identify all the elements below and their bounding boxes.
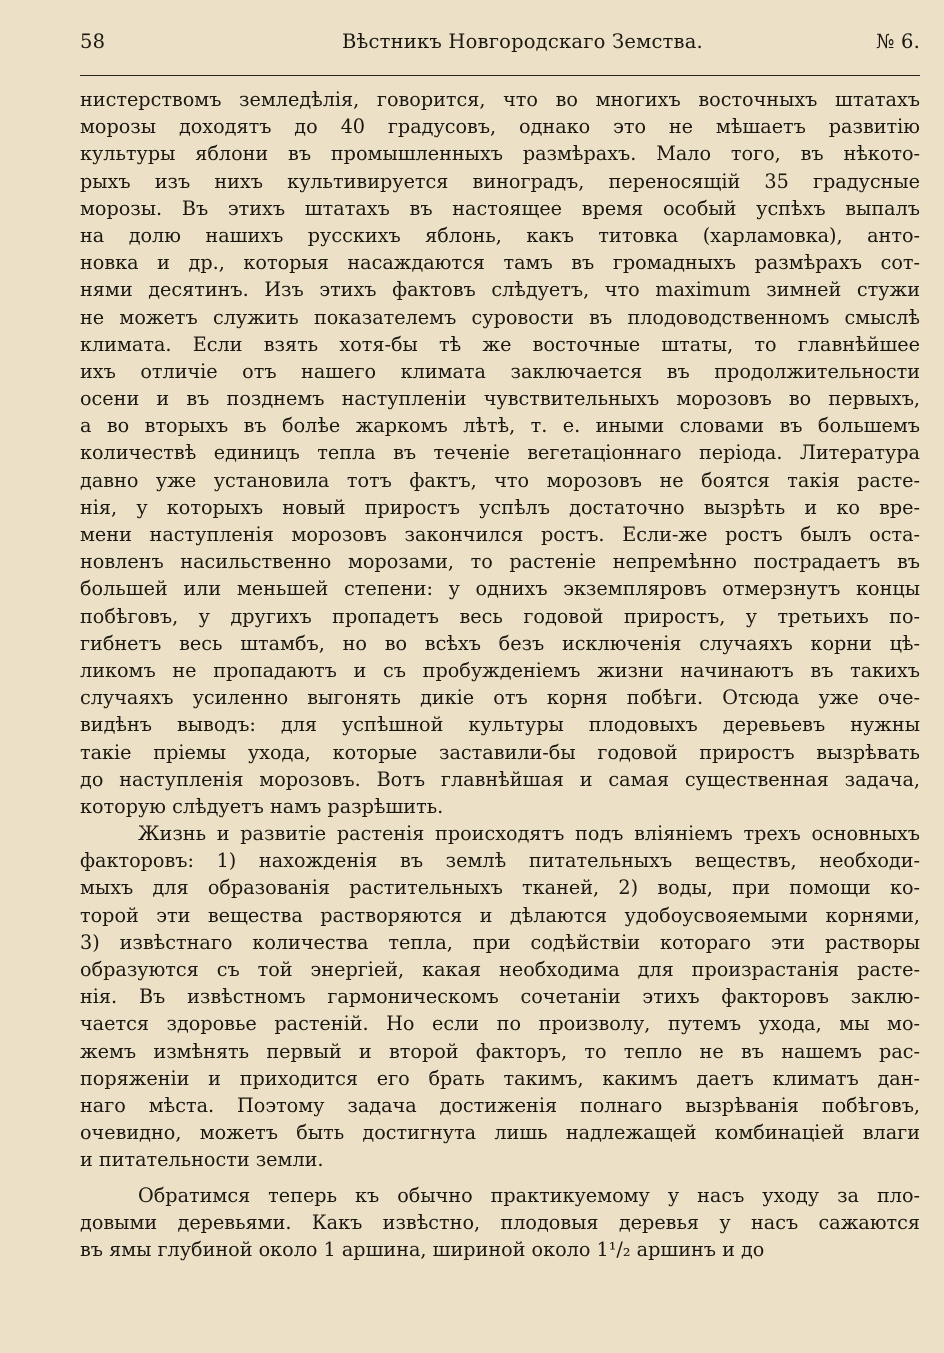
text-line: образуются съ той энергіей, какая необходима для произрастанія расте- [80, 958, 920, 981]
text-line: 3) извѣстнаго количества тепла, при содѣйствіи котораго эти растворы [80, 930, 920, 954]
text-line: осени и въ позднемъ наступленіи чувствительныхъ морозовъ во первыхъ, [80, 387, 920, 411]
text-line: морозы. Въ этихъ штатахъ въ настоящее время особый успѣхъ выпалъ [80, 196, 920, 220]
paragraph-gap [80, 1174, 920, 1182]
text-line: рыхъ изъ нихъ культивируется виноградъ, переносящій 35 градусные [80, 169, 920, 193]
text-line: большей или меньшей степени: у однихъ экземпляровъ отмерзнутъ концы [80, 577, 920, 601]
text-line: видѣнъ выводъ: для успѣшной культуры плодовыхъ деревьевъ нужны [80, 713, 920, 737]
paragraph [80, 820, 920, 1173]
text-line: очевидно, можетъ быть достигнута лишь надлежащей комбинаціей влаги [80, 1121, 920, 1145]
text-line: поряженіи и приходится его брать такимъ, какимъ даетъ климатъ дан- [80, 1066, 920, 1090]
text-line: и питательности земли. [80, 1148, 324, 1172]
text-line: а во вторыхъ въ болѣе жаркомъ лѣтѣ, т. е. иными словами въ большемъ [80, 414, 920, 438]
text-line: торой эти вещества растворяются и дѣлаются удобоусвояемыми корнями, [80, 903, 920, 927]
text-line: не можетъ служить показателемъ суровости въ плодоводственномъ смыслѣ [80, 305, 920, 329]
paragraph [80, 86, 920, 820]
text-line: жемъ измѣнять первый и второй факторъ, то тепло не въ нашемъ рас- [80, 1039, 920, 1063]
text-line: морозы доходятъ до 40 градусовъ, однако это не мѣшаетъ развитію [80, 115, 920, 139]
text-line: факторовъ: 1) нахожденія въ землѣ питательныхъ веществъ, необходи- [80, 849, 920, 873]
text-line: которую слѣдуетъ намъ разрѣшить. [80, 794, 444, 818]
text-line: такіе пріемы ухода, которые заставили-бы годовой приростъ вызрѣвать [80, 740, 920, 764]
text-line: на долю нашихъ русскихъ яблонь, какъ титовка (харламовка), анто- [80, 223, 920, 247]
page-number: 58 [80, 30, 106, 53]
journal-title: Вѣстникъ Новгородскаго Земства. [342, 30, 703, 53]
text-line: Жизнь и развитіе растенія происходятъ подъ вліяніемъ трехъ основныхъ [138, 822, 920, 846]
text-line: климата. Если взять хотя-бы тѣ же восточные штаты, то главнѣйшее [80, 332, 920, 356]
text-line: нія, у которыхъ новый приростъ успѣлъ достаточно вызрѣть и ко вре- [80, 495, 920, 519]
text-line: наго мѣста. Поэтому задача достиженія полнаго вызрѣванія побѣговъ, [80, 1093, 920, 1117]
text-line: гибнетъ весь штамбъ, но во всѣхъ безъ исключенія случаяхъ корни цѣ- [80, 631, 920, 655]
header-rule [80, 75, 920, 76]
text-line: мыхъ для образованія растительныхъ тканей, 2) воды, при помощи ко- [80, 876, 920, 900]
running-header [80, 22, 920, 52]
text-line: давно уже установила тотъ фактъ, что морозовъ не боятся такія расте- [80, 468, 920, 492]
text-line: нія. Въ извѣстномъ гармоническомъ сочетаніи этихъ факторовъ заклю- [80, 985, 920, 1009]
text-line: побѣговъ, у другихъ пропадетъ весь годовой приростъ, у третьихъ по- [80, 604, 920, 628]
text-line: мени наступленія морозовъ закончился ростъ. Если-же ростъ былъ оста- [80, 523, 920, 546]
text-line: количествѣ единицъ тепла въ теченіе вегетаціоннаго періода. Литература [80, 441, 920, 465]
text-line: въ ямы глубиной около 1 аршина, шириной около 1¹/₂ аршинъ и до [80, 1237, 765, 1261]
text-line: ихъ отличіе отъ нашего климата заключается въ продолжительности [80, 359, 920, 383]
text-line: новка и др., которыя насаждаются тамъ въ громадныхъ размѣрахъ сот- [80, 251, 920, 275]
text-line: случаяхъ усиленно выгонять дикіе отъ корня побѣги. Отсюда уже оче- [80, 686, 920, 710]
text-line: нями десятинъ. Изъ этихъ фактовъ слѣдуетъ, что maximum зимней стужи [80, 278, 920, 302]
paragraph [80, 1182, 920, 1264]
text-line: ликомъ не пропадаютъ и съ пробужденіемъ жизни начинаютъ въ такихъ [80, 658, 920, 682]
text-line: довыми деревьями. Какъ извѣстно, плодовыя деревья у насъ сажаются [80, 1210, 920, 1234]
article-body [80, 86, 920, 1263]
text-line: до наступленія морозовъ. Вотъ главнѣйшая и самая существенная задача, [80, 767, 920, 791]
issue-number: № 6. [875, 30, 920, 53]
text-line: культуры яблони въ промышленныхъ размѣрахъ. Мало того, въ нѣкото- [80, 142, 920, 166]
text-line: Обратимся теперь къ обычно практикуемому у насъ уходу за пло- [138, 1183, 920, 1207]
text-line: нистерствомъ земледѣлія, говорится, что во многихъ восточныхъ штатахъ [80, 88, 920, 111]
text-line: новленъ насильственно морозами, то растеніе непремѣнно пострадаетъ въ [80, 550, 920, 574]
page [80, 22, 920, 1261]
text-line: чается здоровье растеній. Но если по произволу, путемъ ухода, мы мо- [80, 1012, 920, 1036]
